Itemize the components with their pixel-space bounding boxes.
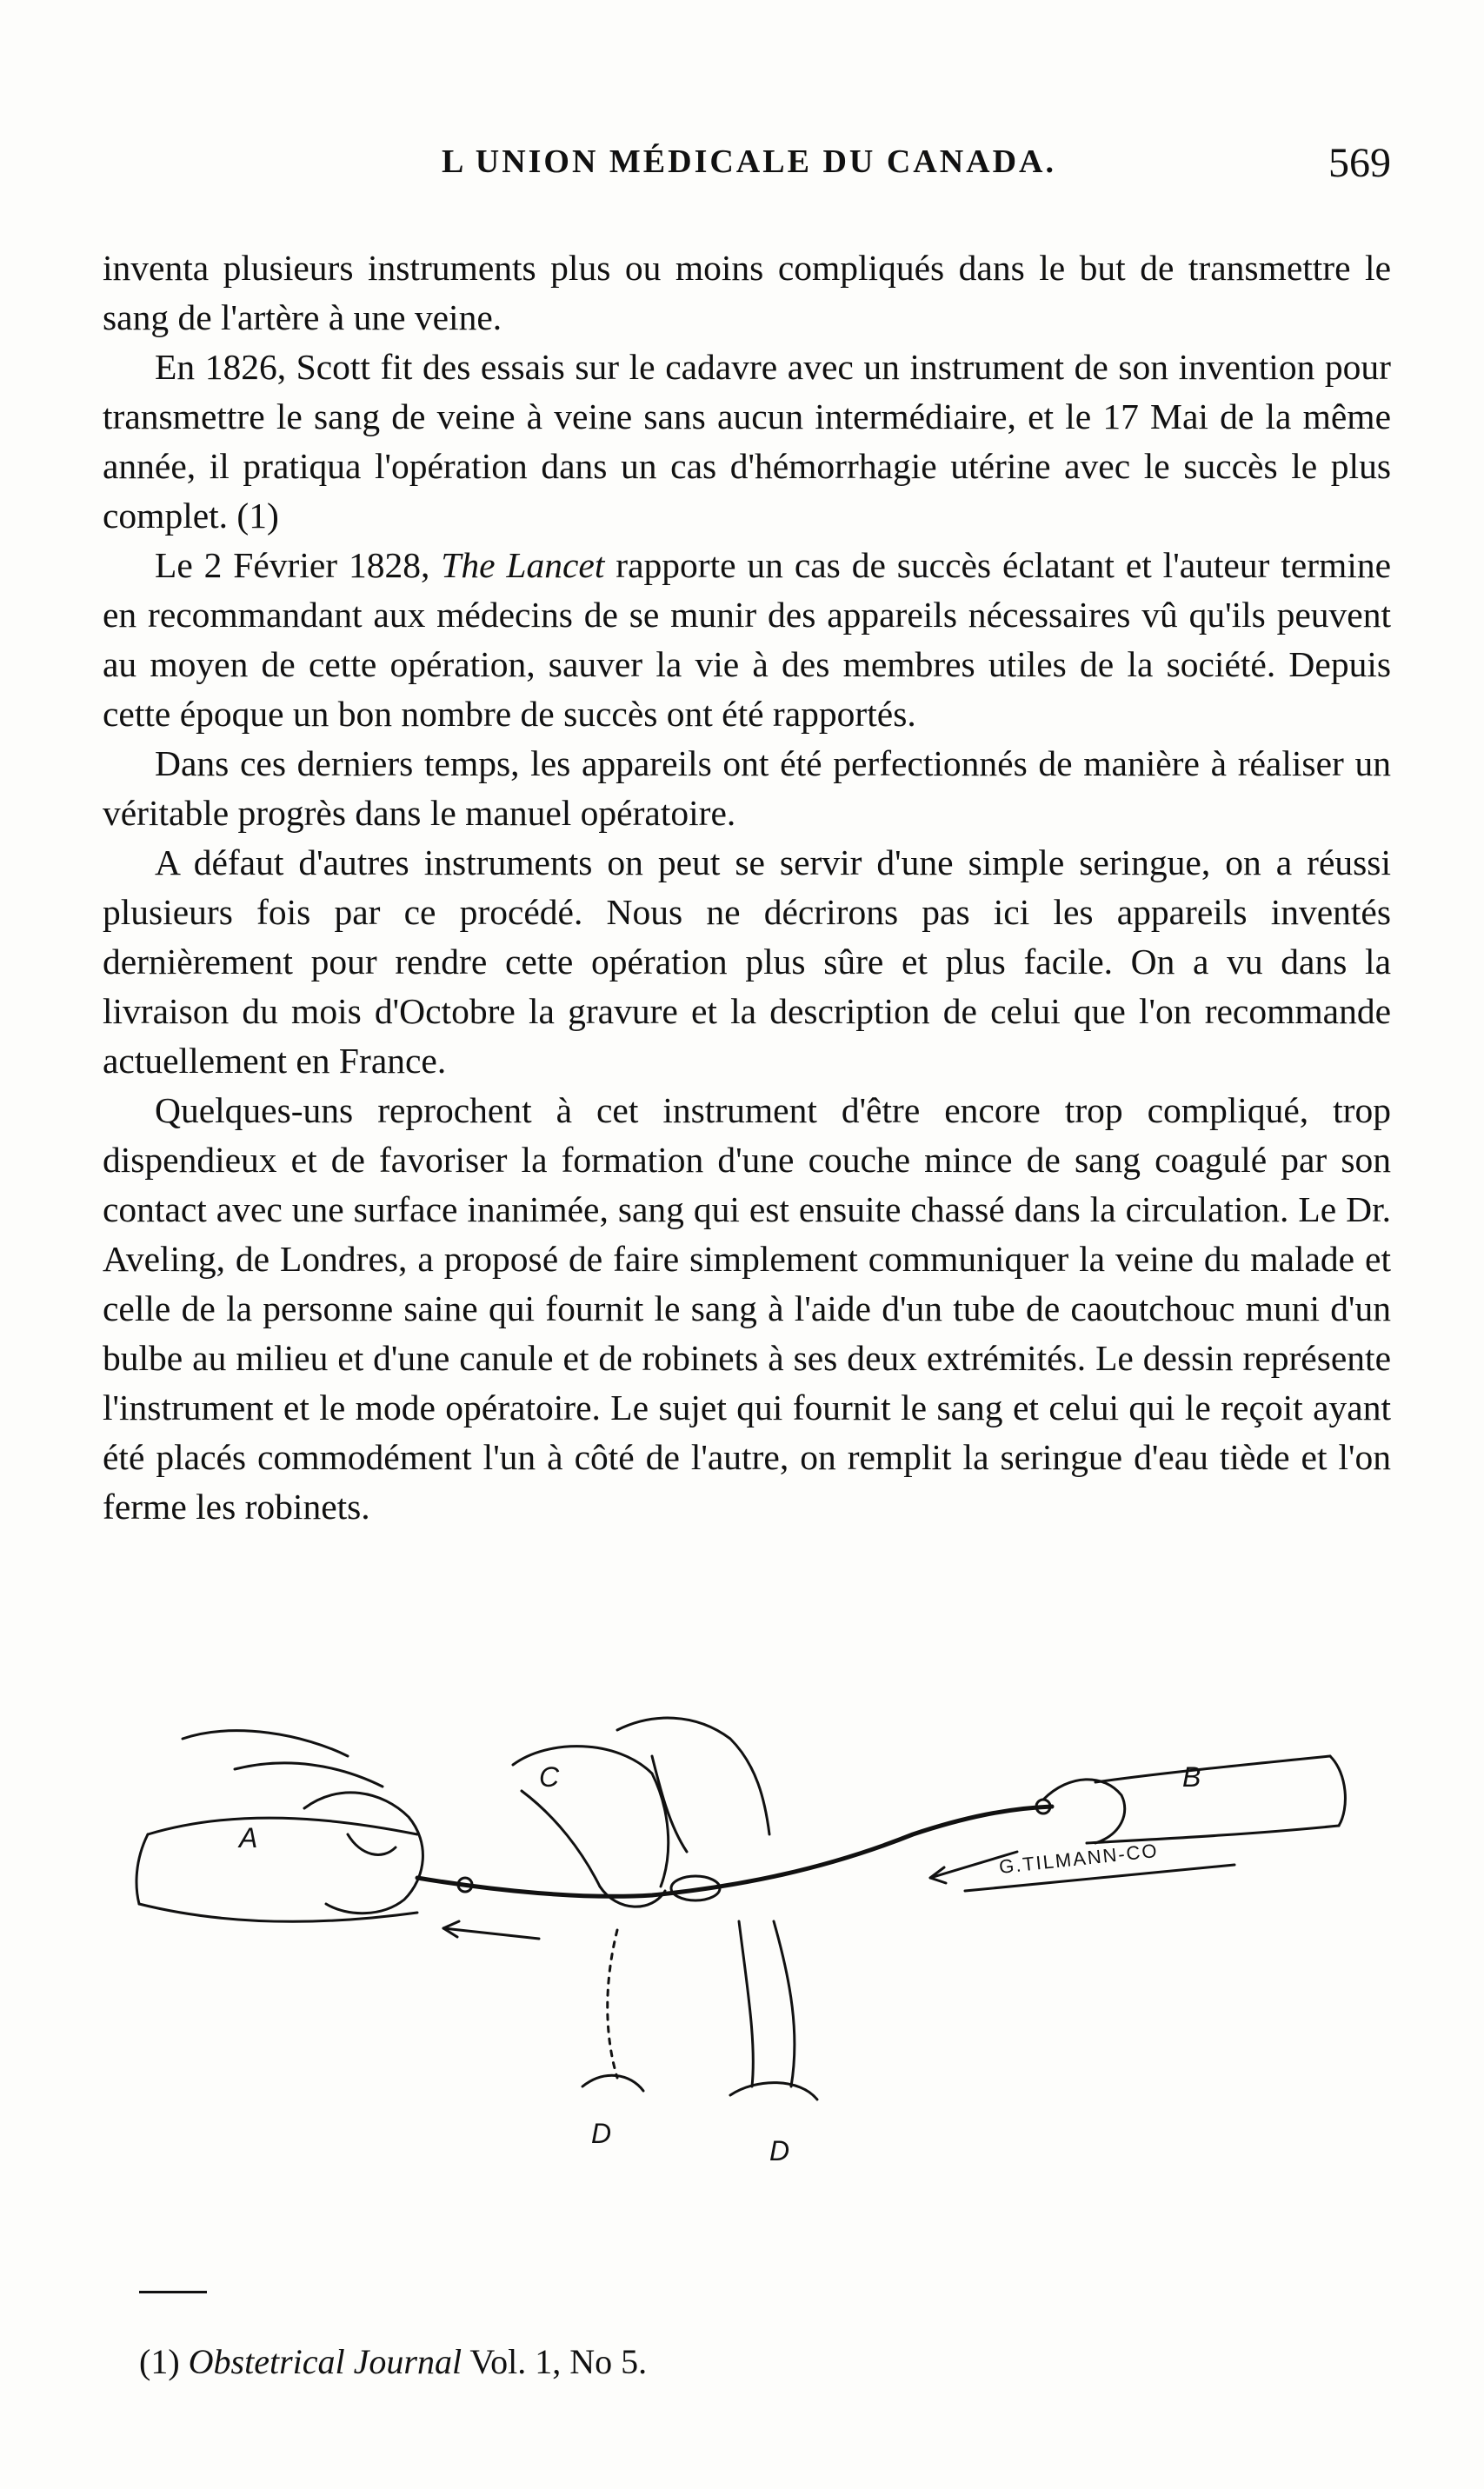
left-arm-upper-edge (148, 1818, 417, 1834)
left-background-line-2 (235, 1763, 383, 1787)
paragraph-6: Quelques-uns reprochent à cet instrument d'être encore trop compliqué, trop dispendieux et de favoriser la formation d'une couche mince de sang coagulé par son contact avec une surface inanimée, sang qui est ensuite chassé dans la circulation. Le Dr. Aveling, de Londres, a proposé de faire simplement communiquer la veine du malade et celle de la personne saine qui fournit le sang à l'aide d'un tube de caoutchouc muni d'un bulbe au milieu et d'une canule et de robinets à ses deux extrémités. Le dessin représente l'instrument et le mode opératoire. Le sujet qui fournit le sang et celui qui le reçoit ayant été placés commodément l'un à côté de l'autre, on remplit la seringue d'eau tiède et l'on ferme les robinets. (103, 1090, 1391, 1527)
footnote (139, 2341, 1182, 2382)
lower-right-hand (730, 2083, 817, 2100)
center-sleeve-top (513, 1747, 652, 1774)
right-arm-upper-edge (1095, 1756, 1330, 1782)
body-text (103, 243, 1391, 1532)
paragraph-5: A défaut d'autres instruments on peut se servir d'une simple seringue, on a réussi plusieurs fois par ce procédé. Nous ne décrirons pas ici les appareils inventés dernièrement pour rendre cette opération plus sûre et plus facile. On a vu dans la livraison du mois d'Octobre la gravure et la description de celui que l'on recommande actuellement en France. (103, 842, 1391, 1081)
lower-left-hand (582, 2075, 643, 2091)
figure-label-d-left: D (591, 2118, 612, 2149)
left-hand-fingers (348, 1834, 396, 1854)
figure-label-c: C (539, 1761, 560, 1793)
transfusion-illustration (130, 1704, 1382, 2191)
right-arm-lower-edge (1087, 1826, 1339, 1843)
paragraph-4: Dans ces derniers temps, les appareils ont été perfectionnés de manière à réaliser un véritable progrès dans le manuel opératoire. (103, 743, 1391, 833)
paragraph-1: inventa plusieurs instruments plus ou moins compliqués dans le but de transmettre le sang de l'artère à une veine. (103, 248, 1391, 337)
lower-right-arm (774, 1921, 795, 2086)
left-hand (304, 1793, 423, 1913)
rubber-tube (417, 1807, 1052, 1896)
running-title: L UNION MÉDICALE DU CANADA. (442, 143, 1056, 180)
paragraph-3 (103, 541, 1391, 739)
right-helper-sleeve (617, 1718, 769, 1834)
paragraph-3-rest: rapporte un cas de succès éclatant et l'auteur termine en recommandant aux médecins de se munir des appareils nécessaires vû qu'ils peuvent au moyen de cette opération, sauver la vie à des membres utiles de la société. Depuis cette époque un bon nombre de succès ont été rapportés. (103, 545, 1392, 734)
lancet-title: The Lancet (441, 545, 605, 585)
right-arm-end (1330, 1756, 1345, 1826)
footnote-journal: Obstetrical Journal (188, 2342, 463, 2381)
figure-label-a: A (239, 1822, 258, 1853)
lower-right-arm-edge (739, 1921, 753, 2086)
engraver-signature: G.TILMANN-CO (997, 1839, 1160, 1878)
footnote-reference: Vol. 1, No 5. (469, 2342, 648, 2381)
left-background-line (183, 1731, 348, 1756)
left-arm-end (136, 1834, 148, 1904)
figure-label-d-right: D (769, 2135, 790, 2166)
right-hand (1043, 1780, 1125, 1843)
footnote-rule (139, 2291, 207, 2293)
paragraph-2: En 1826, Scott fit des essais sur le cadavre avec un instrument de son invention pour transmettre le sang de veine à veine sans aucun intermédiaire, et le 17 Mai de la même année, il pratiqua l'opération dans un cas d'hémorrhagie utérine avec le succès le plus complet. (1) (103, 347, 1391, 536)
paragraph-3-start: Le 2 Février 1828, (155, 545, 430, 585)
figure-label-b: B (1182, 1761, 1201, 1793)
page-number: 569 (1328, 140, 1391, 186)
dotted-arm (608, 1930, 617, 2078)
engraving-lines (136, 1718, 1345, 2100)
running-head (103, 139, 1391, 191)
center-arm-left (522, 1791, 600, 1887)
footnote-marker: (1) (139, 2342, 180, 2381)
transfusion-engraving (130, 1704, 1382, 2191)
